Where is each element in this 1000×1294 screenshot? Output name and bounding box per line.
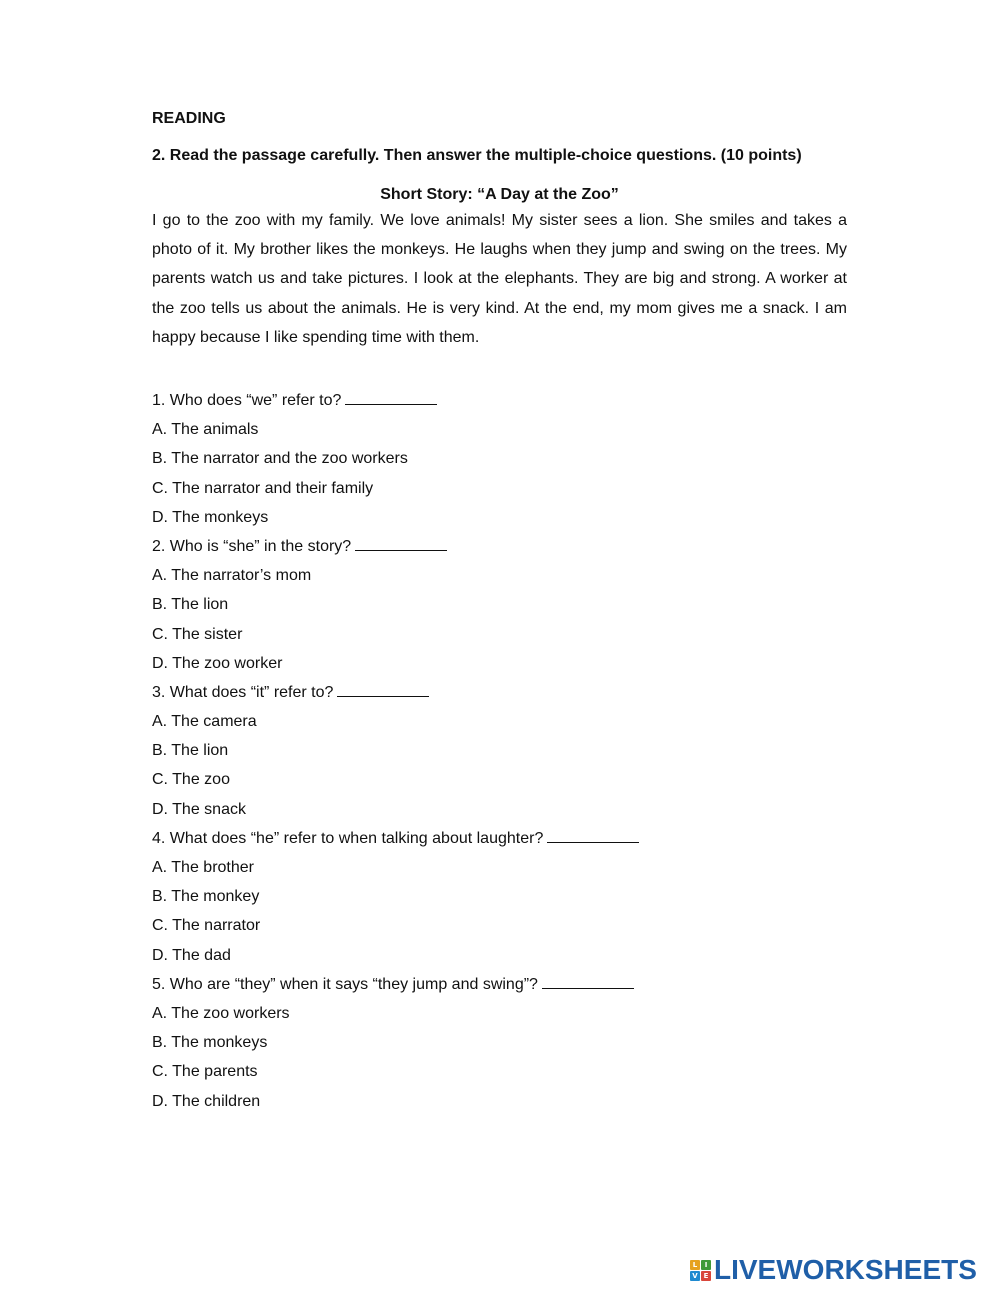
answer-option: A. The animals xyxy=(152,421,259,439)
answer-option: B. The lion xyxy=(152,596,229,614)
question-prompt xyxy=(152,970,847,999)
answer-blank[interactable] xyxy=(345,390,437,405)
question-text: 4. What does “he” refer to when talking about laughter? xyxy=(152,829,544,847)
logo-tile: V xyxy=(690,1271,700,1281)
answer-option: C. The narrator xyxy=(152,917,261,935)
section-heading: READING xyxy=(152,110,226,127)
answer-option: A. The narrator’s mom xyxy=(152,567,312,585)
answer-option: A. The camera xyxy=(152,713,257,731)
logo-mark-icon xyxy=(690,1260,711,1281)
answer-option: D. The snack xyxy=(152,800,246,818)
answer-option: D. The dad xyxy=(152,946,231,964)
answer-option: C. The zoo xyxy=(152,771,230,789)
answer-blank[interactable] xyxy=(547,828,639,843)
answer-option: C. The parents xyxy=(152,1063,258,1081)
worksheet-page xyxy=(152,108,847,1116)
question-prompt xyxy=(152,824,847,853)
answer-blank[interactable] xyxy=(355,536,447,551)
liveworksheets-logo xyxy=(690,1252,977,1288)
answer-blank[interactable] xyxy=(337,682,429,697)
answer-blank[interactable] xyxy=(542,974,634,989)
logo-tile: I xyxy=(701,1260,711,1270)
answer-option: D. The zoo worker xyxy=(152,654,283,672)
answer-option: B. The lion xyxy=(152,742,229,760)
logo-tile: L xyxy=(690,1260,700,1270)
answer-option: B. The monkey xyxy=(152,888,260,906)
answer-option: C. The narrator and their family xyxy=(152,479,374,497)
question-list xyxy=(152,386,847,1116)
instruction-text: 2. Read the passage carefully. Then answer the multiple-choice questions. (10 points) xyxy=(152,147,802,164)
answer-option: B. The narrator and the zoo workers xyxy=(152,450,408,468)
question-prompt xyxy=(152,678,847,707)
question-prompt xyxy=(152,532,847,561)
answer-option: A. The zoo workers xyxy=(152,1004,290,1022)
answer-option: B. The monkeys xyxy=(152,1034,268,1052)
answer-option: C. The sister xyxy=(152,625,243,643)
story-title: Short Story: “A Day at the Zoo” xyxy=(380,186,619,203)
question-text: 1. Who does “we” refer to? xyxy=(152,392,342,410)
answer-option: D. The monkeys xyxy=(152,508,269,526)
answer-option: D. The children xyxy=(152,1092,261,1110)
answer-option: A. The brother xyxy=(152,859,254,877)
logo-tile: E xyxy=(701,1271,711,1281)
question-text: 2. Who is “she” in the story? xyxy=(152,537,352,555)
story-passage: I go to the zoo with my family. We love animals! My sister sees a lion. She smiles and takes a photo of it. My brother likes the monkeys. He laughs when they jump and swing on the trees. My parents watch us and take pictures. I look at the elephants. They are big and strong. A worker at the zoo tells us about the animals. He is very kind. At the end, my mom gives me a snack. I am happy because I like spending time with them. xyxy=(152,212,847,346)
question-text: 3. What does “it” refer to? xyxy=(152,683,334,701)
question-prompt xyxy=(152,386,847,415)
logo-text: LIVEWORKSHEETS xyxy=(714,1254,977,1285)
question-text: 5. Who are “they” when it says “they jump and swing”? xyxy=(152,975,538,993)
